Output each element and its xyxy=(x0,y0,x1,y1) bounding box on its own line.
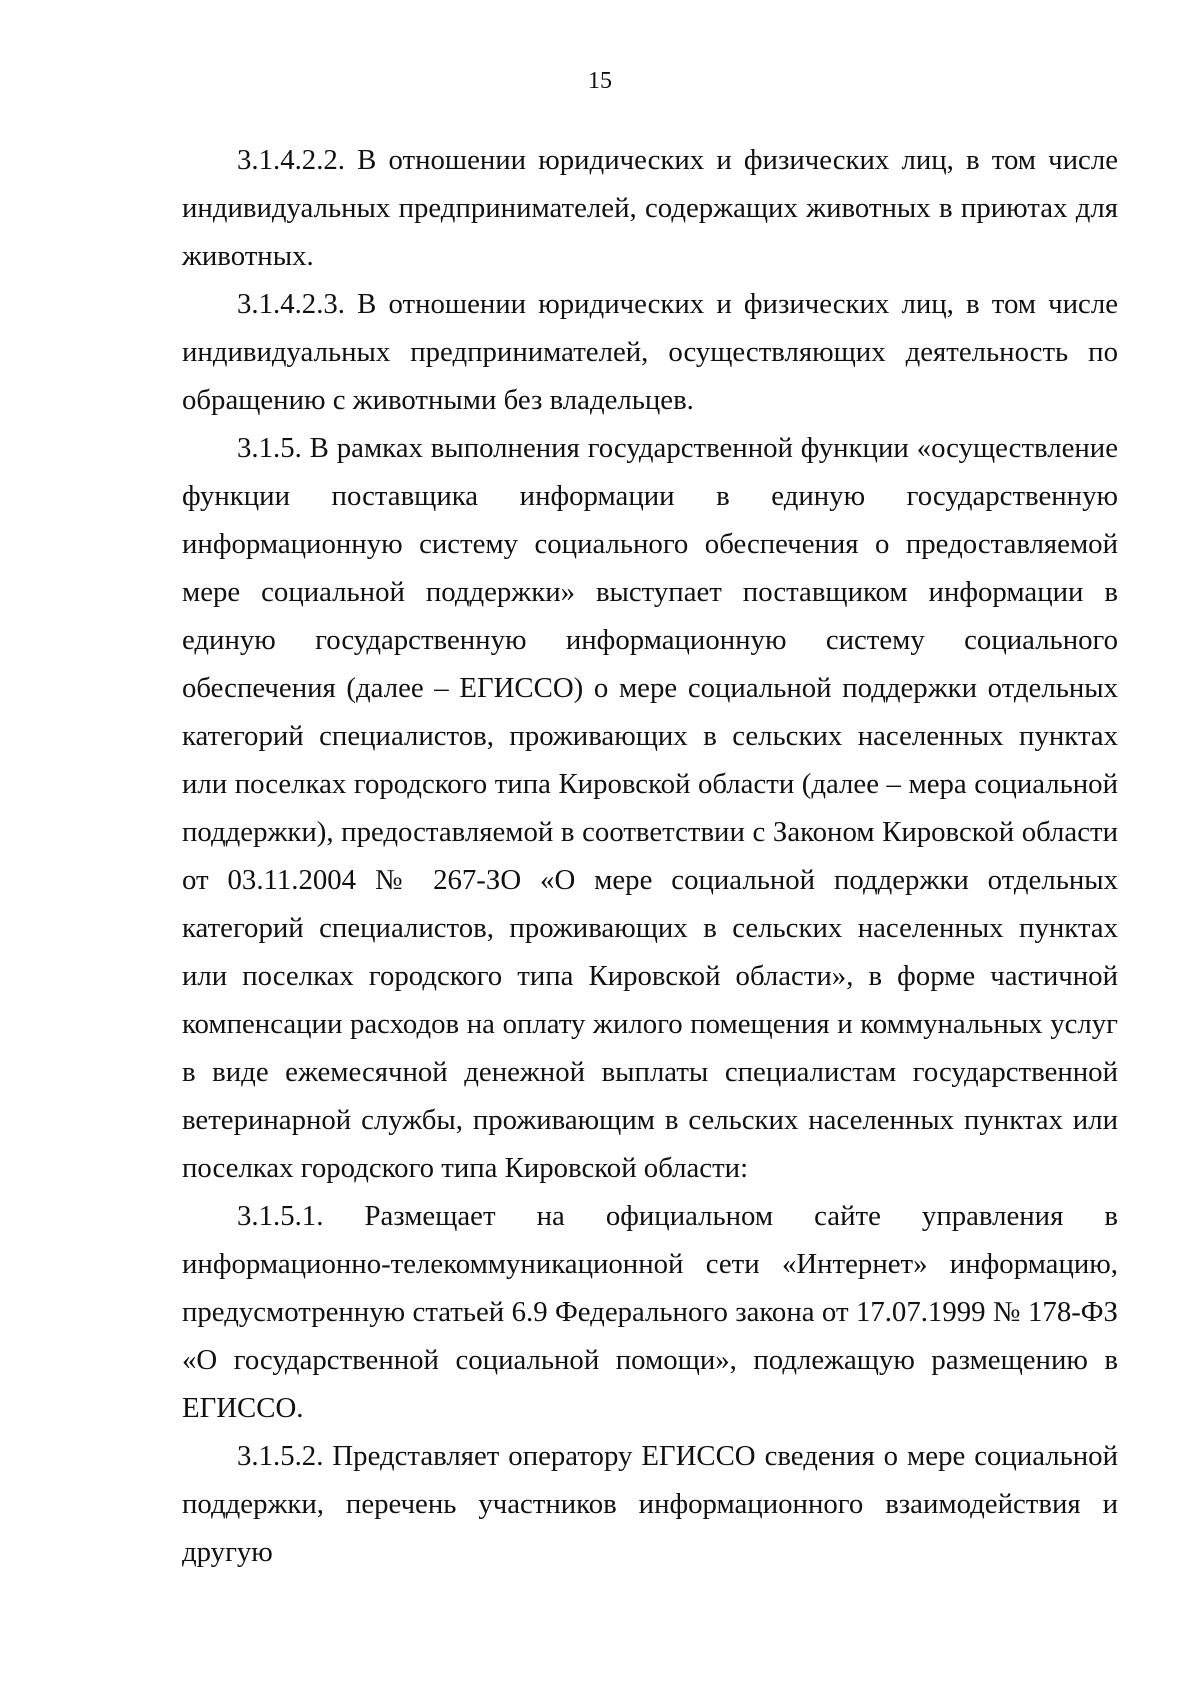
paragraph-3-1-5-2: 3.1.5.2. Представляет оператору ЕГИССО сведения о мере социальной поддержки, перечень участников информационного взаимодействия и другую xyxy=(182,1440,1118,1568)
page-number: 15 xyxy=(588,68,612,94)
paragraph-3-1-4-2-2: 3.1.4.2.2. В отношении юридических и физических лиц, в том числе индивидуальных предпринимателей, содержащих животных в приютах для животных. xyxy=(182,144,1118,272)
document-body xyxy=(182,136,1118,1576)
paragraph-3-1-5: 3.1.5. В рамках выполнения государственной функции «осуществление функции поставщика информации в единую государственную информационную систему социального обеспечения о предоставляемой мере социальной поддержки» выступает поставщиком информации в единую государственную информационную систему социального обеспечения (далее – ЕГИССО) о мере социальной поддержки отдельных категорий специалистов, проживающих в сельских населенных пунктах или поселках городского типа Кировской области (далее – мера социальной поддержки), предоставляемой в соответствии с Законом Кировской области от 03.11.2004 № 267-ЗО «О мере социальной поддержки отдельных категорий специалистов, проживающих в сельских населенных пунктах или поселках городского типа Кировской области», в форме частичной компенсации расходов на оплату жилого помещения и коммунальных услуг в виде ежемесячной денежной выплаты специалистам государственной ветеринарной службы, проживающим в сельских населенных пунктах или поселках городского типа Кировской области: xyxy=(182,432,1118,1184)
paragraph-3-1-5-1: 3.1.5.1. Размещает на официальном сайте управления в информационно-телекоммуникационной сети «Интернет» информацию, предусмотренную статьей 6.9 Федерального закона от 17.07.1999 № 178-ФЗ «О государственной социальной помощи», подлежащую размещению в ЕГИССО. xyxy=(182,1200,1118,1424)
paragraph-3-1-4-2-3: 3.1.4.2.3. В отношении юридических и физических лиц, в том числе индивидуальных предпринимателей, осуществляющих деятельность по обращению с животными без владельцев. xyxy=(182,288,1118,416)
